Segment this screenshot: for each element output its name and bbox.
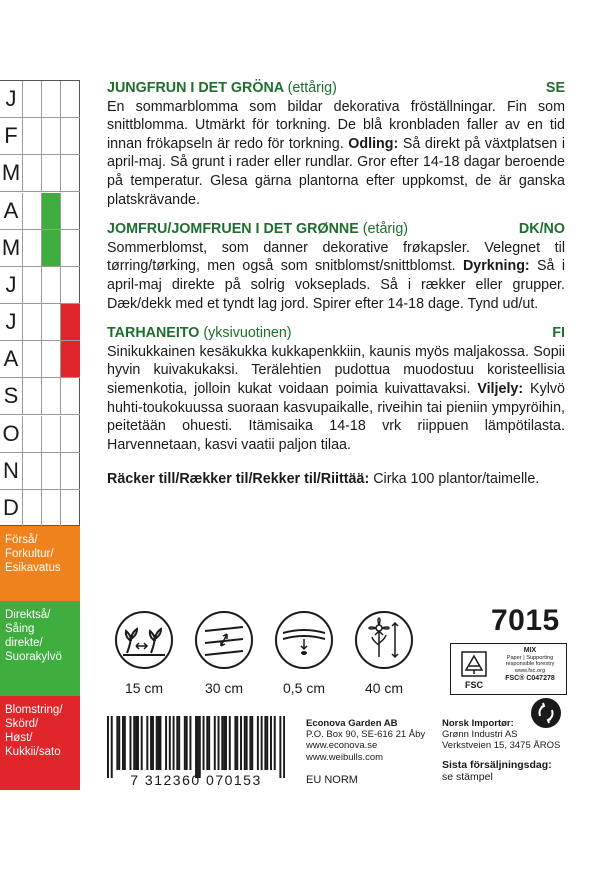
barcode-bar (195, 716, 197, 778)
barcode-bar (225, 716, 227, 770)
calendar-cell (22, 416, 41, 452)
calendar-month-row (0, 118, 80, 155)
calendar-month-row (0, 416, 80, 453)
language-code: DK/NO (518, 221, 565, 238)
calendar-cell (22, 453, 41, 489)
barcode-bar (221, 716, 223, 770)
legend-line: Skörd/ (5, 718, 39, 730)
calendar-cell (22, 155, 41, 191)
calendar-month-letter: S (3, 383, 19, 409)
calendar-cell (22, 81, 41, 117)
barcode-bar (218, 716, 220, 770)
importer-line: Verkstveien 15, 3475 ÅROS (442, 740, 561, 752)
section-subtitle: (etårig) (362, 221, 409, 238)
calendar-cell (41, 304, 60, 340)
legend-line: Kukkii/sato (5, 746, 61, 758)
language-code: SE (545, 80, 565, 96)
calendar-month-row (0, 230, 80, 267)
calendar-month-row (0, 267, 80, 304)
calendar-cell (41, 378, 60, 414)
calendar-cell (41, 341, 60, 377)
barcode-bar (146, 716, 148, 770)
barcode-bar (283, 716, 285, 778)
barcode-bar (133, 716, 135, 770)
calendar-cell (41, 267, 60, 303)
calendar-cell (60, 304, 80, 340)
barcode-bar (223, 716, 225, 770)
barcode-bar (184, 716, 186, 770)
legend-line: Høst/ (5, 732, 33, 744)
legend-line: Forkultur/ (5, 548, 54, 560)
barcode-bar (165, 716, 167, 770)
fsc-text: Paper | Supporting responsible forestry (505, 654, 555, 668)
calendar-cell (41, 193, 60, 229)
eu-norm: EU NORM (306, 774, 358, 786)
sowing-depth-label: 0,5 cm (282, 680, 325, 696)
barcode-bar (266, 716, 268, 770)
barcode-bar (156, 716, 158, 770)
barcode-number: 7 312360 070153 (130, 772, 262, 788)
calendar-month-letter: A (3, 197, 19, 223)
barcode-bar (261, 716, 263, 770)
barcode-bar (169, 716, 171, 770)
legend-line: direkte/ (5, 637, 43, 649)
importer-line: Grønn Industri AS (442, 729, 518, 741)
calendar-month-letter: N (3, 457, 19, 483)
barcode-bar (118, 716, 120, 770)
fsc-tree-icon (456, 648, 492, 692)
company-line: www.econova.se (306, 740, 378, 752)
calendar-cell (22, 230, 41, 266)
calendar-month-letter: D (3, 495, 19, 521)
calendar-month-letter: J (5, 271, 17, 297)
calendar-month-letter: A (3, 346, 19, 372)
calendar-cell (41, 453, 60, 489)
calendar-cell (41, 230, 60, 266)
sales-date-title: Sista försäljningsdag: (442, 759, 552, 771)
fsc-label (450, 643, 567, 695)
sowing-calendar (0, 80, 80, 526)
row-spacing-icon (195, 611, 253, 669)
barcode-bar (244, 716, 246, 770)
legend-indoor-sowing (0, 526, 80, 601)
barcode-bar (173, 716, 175, 770)
calendar-month-letter: J (5, 86, 17, 112)
calendar-cell (22, 118, 41, 154)
legend-line: Direktså/ (5, 609, 51, 621)
barcode-bar (234, 716, 236, 770)
calendar-cell (22, 267, 41, 303)
calendar-month-row (0, 490, 80, 527)
calendar-month-letter: M (1, 234, 21, 260)
fsc-url: www.fsc.org (514, 667, 546, 674)
calendar-cell (60, 378, 80, 414)
amount-info: Räcker till/Rækker til/Rekker til/Riittää: Cirka 100 plantor/taimelle. (107, 471, 540, 488)
section-body: Sommerblomst, som danner dekorative frøkapsler. Velegnet til tørring/tørking, men også som snitblomst/snittblomst. Dyrkning: Så i april-maj direkte på solrig vokseplads. Så i rækker eller grupper. Dæk/dekk med et tyndt lag jord. Spirer efter 14-18 dage. Tynd ud/ut. (107, 239, 565, 312)
cultivation-label: Odling: (348, 135, 399, 152)
section-subtitle: (ettårig) (287, 80, 337, 96)
barcode-bar (257, 716, 259, 770)
calendar-cell (60, 155, 80, 191)
section-header (107, 220, 565, 239)
calendar-cell (41, 118, 60, 154)
calendar-cell (22, 490, 41, 527)
barcode-bar (124, 716, 126, 770)
barcode-bar (129, 716, 131, 770)
section-body: En sommarblomma som bildar dekorativa fröställningar. Fin som snittblomma. Utmärkt för torkning. De blå kronbladen faller av en tid innan frökapseln är redo för torkning. Odling: Så direkt på växtplatsen i april-maj. Så grunt i rader eller rundlar. Gror efter 14-18 dagar beroende på temperatur. Glesa gärna plantorna efter uppkomst, de är ganska platskrävande. (107, 98, 566, 208)
calendar-cell (60, 267, 80, 303)
legend-line: Blomstring/ (5, 704, 63, 716)
barcode-bar (178, 716, 180, 770)
section-body: Sinikukkainen kesäkukka kukkapenkkiin, kaunis myös maljakossa. Sopii hyvin kuivakukaksi. Terälehtien pudottua muodostuu koristeellisia siemenkotia, jolloin kukat voidaan poimia kuivattavaksi. Viljely: Kylvö huhti-toukokuussa suoraan kasvupaikalle, riveihin tai pieniin ympyröihin, peitetään ohuesti. Itämisaika 14-18 vrk riippuen lämpötilasta. Harvennetaan, kasvi vaatii paljon tilaa. (107, 343, 565, 453)
barcode-bar (107, 716, 109, 778)
description-text (107, 79, 565, 489)
barcode-bar (199, 716, 201, 778)
sowing-depth-icon (275, 611, 333, 669)
recycle-icon (530, 697, 562, 729)
calendar-cell (22, 193, 41, 229)
barcode-bar (122, 716, 124, 770)
barcode-bar (116, 716, 118, 770)
calendar-cell (60, 490, 80, 527)
plant-spacing-label: 15 cm (124, 680, 164, 696)
cultivation-label: Viljely: (477, 380, 524, 397)
language-code: FI (552, 325, 565, 342)
barcode-bar (270, 716, 272, 770)
fsc-code: FSC® C047278 (505, 675, 555, 683)
calendar-month-row (0, 81, 80, 118)
calendar-month-letter: J (5, 309, 17, 335)
company-line: www.weibulls.com (306, 751, 384, 763)
calendar-cell (22, 341, 41, 377)
barcode-bar (137, 716, 139, 770)
calendar-cell (60, 193, 80, 229)
barcode-bar (159, 716, 161, 770)
calendar-cell (60, 81, 80, 117)
article-number: 7015 (491, 604, 560, 637)
calendar-cell (41, 416, 60, 452)
section-title: JUNGFRUN I DET GRÖNA (107, 80, 288, 96)
barcode-bar (249, 716, 251, 770)
barcode-bar (158, 716, 160, 770)
calendar-month-row (0, 193, 80, 230)
company-info (306, 718, 425, 763)
barcode-bar (197, 716, 199, 778)
cultivation-label: Dyrkning: (462, 258, 530, 275)
calendar-cell (22, 378, 41, 414)
calendar-cell (60, 118, 80, 154)
language-section (107, 79, 565, 209)
calendar-month-row (0, 378, 80, 415)
calendar-month-letter: M (1, 160, 21, 186)
importer-title: Norsk Importør: (442, 718, 514, 729)
barcode-bar (141, 716, 143, 770)
section-title: TARHANEITO (107, 325, 204, 342)
barcode-bar (111, 716, 113, 778)
company-line: P.O. Box 90, SE-616 21 Åby (306, 729, 426, 741)
calendar-cell (41, 490, 60, 527)
barcode-bar (150, 716, 152, 770)
legend-line: Esikavatus (5, 562, 61, 574)
legend-line: Suorakylvö (5, 651, 62, 663)
barcode-bar (236, 716, 238, 770)
language-section (107, 324, 565, 454)
barcode-bar (152, 716, 154, 770)
barcode-bar (176, 716, 178, 770)
calendar-cell (60, 341, 80, 377)
barcode-bar (189, 716, 191, 770)
legend-line: Såing (5, 623, 35, 635)
section-subtitle: (yksivuotinen) (203, 325, 292, 342)
barcode-bar (229, 716, 231, 770)
sales-date (442, 759, 552, 783)
barcode-bar (251, 716, 253, 770)
barcode-bar (214, 716, 216, 770)
calendar-month-row (0, 453, 80, 490)
barcode-bar (274, 716, 276, 770)
language-section (107, 220, 565, 313)
barcode-bar (279, 716, 281, 778)
legend-flowering (0, 696, 80, 790)
barcode-bar (264, 716, 266, 770)
legend-line: Förså/ (5, 534, 38, 546)
legend-direct-sowing (0, 601, 80, 696)
section-header (107, 79, 565, 98)
calendar-cell (60, 453, 80, 489)
sales-date-value: se stämpel (442, 771, 493, 783)
amount-label: Räcker till/Rækker til/Rekker til/Riittää: (107, 471, 370, 488)
barcode-bar (240, 716, 242, 770)
barcode-bar (135, 716, 137, 770)
fsc-logo-text: FSC (465, 680, 483, 690)
plant-height-icon (355, 611, 413, 669)
plant-spacing-icon (115, 611, 173, 669)
calendar-month-row (0, 304, 80, 341)
calendar-cell (22, 304, 41, 340)
calendar-cell (60, 230, 80, 266)
calendar-cell (41, 81, 60, 117)
barcode-bar (208, 716, 210, 770)
row-spacing-label: 30 cm (204, 680, 244, 696)
section-header (107, 324, 565, 343)
calendar-month-row (0, 341, 80, 378)
fsc-mix: MIX (523, 647, 537, 654)
calendar-month-letter: O (2, 420, 20, 446)
section-title: JOMFRU/JOMFRUEN I DET GRØNNE (107, 221, 363, 238)
barcode-bar (203, 716, 205, 770)
calendar-month-letter: F (4, 123, 18, 149)
barcode-bar (246, 716, 248, 770)
barcode-bar (206, 716, 208, 770)
plant-height-label: 40 cm (364, 680, 404, 696)
company-name: Econova Garden AB (306, 718, 398, 729)
calendar-cell (60, 416, 80, 452)
barcode-bar (186, 716, 188, 770)
calendar-cell (41, 155, 60, 191)
calendar-month-row (0, 155, 80, 192)
